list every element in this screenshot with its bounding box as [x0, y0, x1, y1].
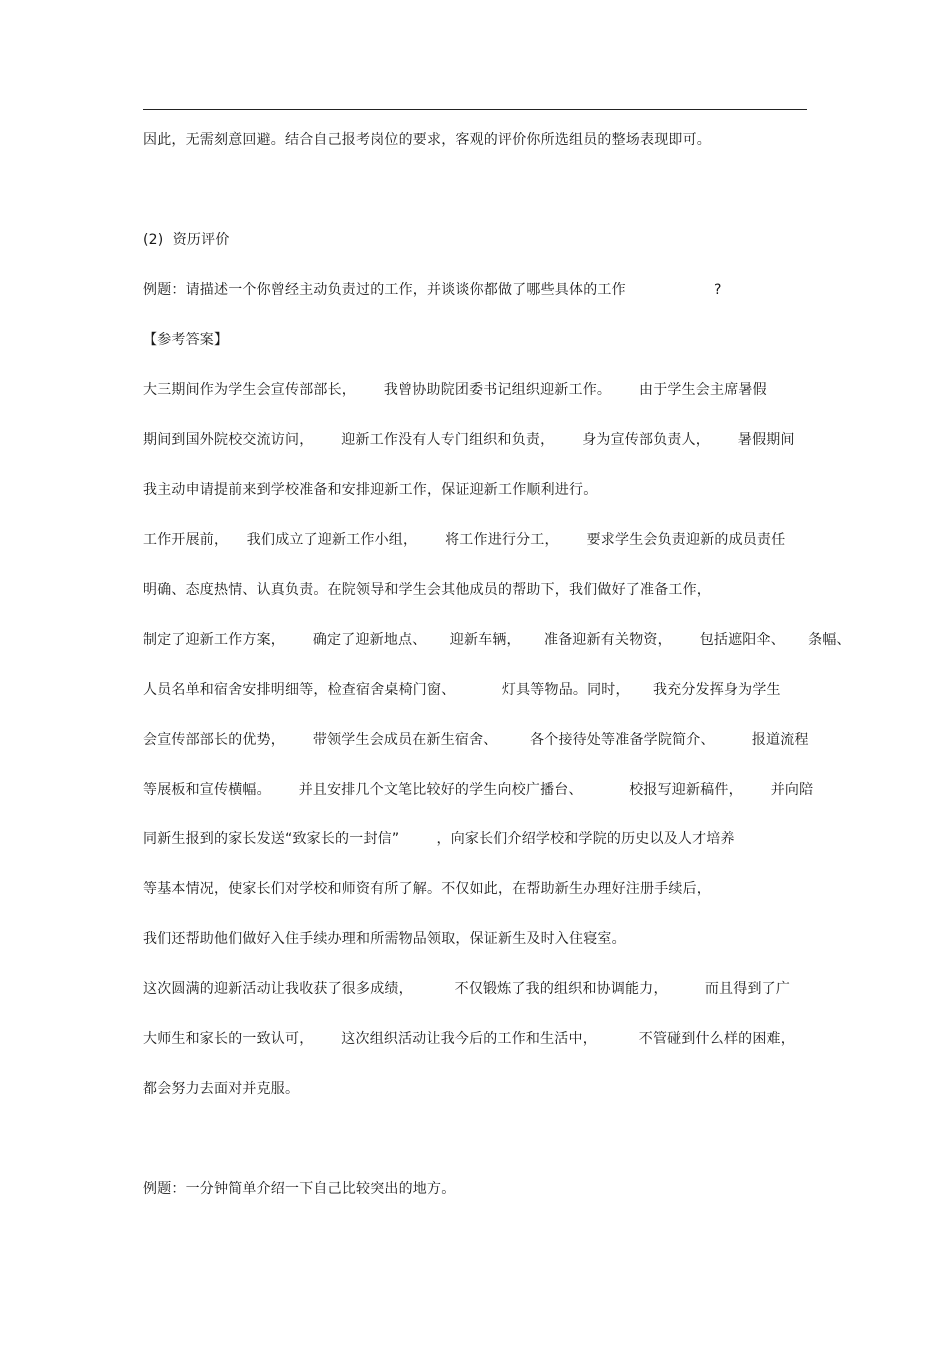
text-line: 同新生报到的家长发送“致家长的一封信” ，向家长们介绍学校和学院的历史以及人才培养	[143, 831, 735, 847]
example-question: 例题：一分钟简单介绍一下自己比较突出的地方。	[143, 1181, 456, 1197]
text-line: 工作开展前， 我们成立了迎新工作小组， 将工作进行分工， 要求学生会负责迎新的成员责任	[143, 532, 786, 548]
header-rule	[143, 109, 807, 110]
text-line: 等展板和宣传横幅。 并且安排几个文笔比较好的学生向校广播台、 校报写迎新稿件， 并向陪	[143, 782, 814, 798]
text-line: 大师生和家长的一致认可， 这次组织活动让我今后的工作和生活中， 不管碰到什么样的困难，	[143, 1031, 795, 1047]
example-question: 例题：请描述一个你曾经主动负责过的工作，并谈谈你都做了哪些具体的工作	[143, 282, 626, 298]
text-line: 我们还帮助他们做好入住手续办理和所需物品领取，保证新生及时入住寝室。	[143, 931, 626, 947]
text-line: 大三期间作为学生会宣传部部长， 我曾协助院团委书记组织迎新工作。 由于学生会主席暑假	[143, 382, 767, 398]
text-line: 等基本情况，使家长们对学校和师资有所了解。不仅如此，在帮助新生办理好注册手续后，	[143, 881, 711, 897]
text-line: 期间到国外院校交流访问， 迎新工作没有人专门组织和负责， 身为宣传部负责人， 暑假期间	[143, 432, 795, 448]
text-line: 制定了迎新工作方案， 确定了迎新地点、 迎新车辆， 准备迎新有关物资， 包括遮阳伞、 条幅、	[143, 632, 851, 648]
text-line: 因此，无需刻意回避。结合自己报考岗位的要求，客观的评价你所选组员的整场表现即可。	[143, 132, 711, 148]
text-line: 明确、态度热情、认真负责。在院领导和学生会其他成员的帮助下，我们做好了准备工作，	[143, 582, 711, 598]
text-line: 会宣传部部长的优势， 带领学生会成员在新生宿舍、 各个接待处等准备学院简介、 报道流程	[143, 732, 809, 748]
reference-answer-heading: 【参考答案】	[143, 332, 229, 348]
section-heading: (2) 资历评价	[143, 232, 230, 248]
text-line: 我主动申请提前来到学校准备和安排迎新工作，保证迎新工作顺利进行。	[143, 482, 598, 498]
question-mark: ?	[714, 282, 722, 298]
text-line: 人员名单和宿舍安排明细等，检查宿舍桌椅门窗、 灯具等物品。同时， 我充分发挥身为学生	[143, 682, 781, 698]
text-line: 这次圆满的迎新活动让我收获了很多成绩， 不仅锻炼了我的组织和协调能力， 而且得到了广	[143, 981, 791, 997]
text-line: 都会努力去面对并克服。	[143, 1081, 300, 1097]
